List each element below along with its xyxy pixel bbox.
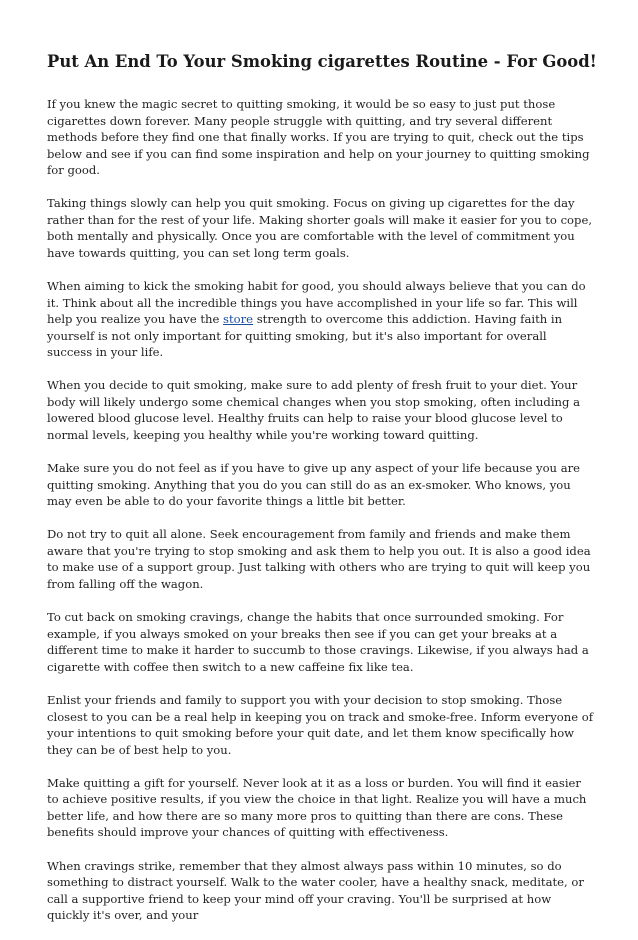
document-page (47, 52, 595, 940)
paragraph-5: Make sure you do not feel as if you have to give up any aspect of your life because you are quitting smoking. Anything that you do you can still do as an ex-smoker. Who knows, you may even be able to do your favorite things a little bit better. (47, 461, 581, 509)
paragraph-1: If you knew the magic secret to quitting smoking, it would be so easy to just put those cigarettes down forever. Many people struggle with quitting, and try several different methods before they find one that finally works. If you are trying to quit, check out the tips below and see if you can find some inspiration and help on your journey to quitting smoking for good. (47, 97, 590, 177)
paragraph-2: Taking things slowly can help you quit smoking. Focus on giving up cigarettes for the day rather than for the rest of your life. Making shorter goals will make it easier for you to cope, both mentally and physically. Once you are comfortable with the level of commitment you have towards quitting, you can set long term goals. (47, 196, 593, 260)
document-title: Put An End To Your Smoking cigarettes Routine - For Good! (47, 52, 597, 71)
paragraph-10: When cravings strike, remember that they almost always pass within 10 minutes, so do something to distract yourself. Walk to the water cooler, have a healthy snack, meditate, or call a supportive friend to keep your mind off your craving. You'll be surprised at how quickly it's over, and your (47, 858, 584, 923)
paragraph-8: Enlist your friends and family to support you with your decision to stop smoking. Those closest to you can be a real help in keeping you on track and smoke-free. Inform everyone of your intentions to quit smoking before your quit date, and let them know specifically how they can be of best help to you. (47, 693, 594, 757)
paragraph-7: To cut back on smoking cravings, change the habits that once surrounded smoking. For example, if you always smoked on your breaks then see if you can get your breaks at a different time to make it harder to succumb to those cravings. Likewise, if you always had a cigarette with coffee then switch to a new caffeine fix like tea. (47, 610, 589, 674)
paragraph-3-text-after: strength to overcome this addiction. Having faith in yourself is not only important for quitting smoking, but it's also important for overall success in your life. (47, 312, 563, 360)
paragraph-6: Do not try to quit all alone. Seek encouragement from family and friends and make them aware that you're trying to stop smoking and ask them to help you out. It is also a good idea to make use of a support group. Just talking with others who are trying to quit will keep you from falling off the wagon. (47, 527, 591, 591)
paragraph-9: Make quitting a gift for yourself. Never look at it as a loss or burden. You will find it easier to achieve positive results, if you view the choice in that light. Realize you will have a much better life, and how there are so many more pros to quitting than there are cons. These benefits should improve your chances of quitting with effectiveness. (47, 775, 587, 840)
paragraph-4: When you decide to quit smoking, make sure to add plenty of fresh fruit to your diet. Your body will likely undergo some chemical changes when you stop smoking, often including a lowered blood glucose level. Healthy fruits can help to raise your blood glucose level to normal levels, keeping you healthy while you're working toward quitting. (47, 378, 581, 442)
paragraph-3 (47, 278, 595, 361)
store-link[interactable]: store (223, 312, 254, 327)
paragraph-3-text-before: When aiming to kick the smoking habit for good, you should always believe that you can do it. Think about all the incredible things you have accomplished in your life so far. This will help you realize you have the (47, 279, 586, 327)
